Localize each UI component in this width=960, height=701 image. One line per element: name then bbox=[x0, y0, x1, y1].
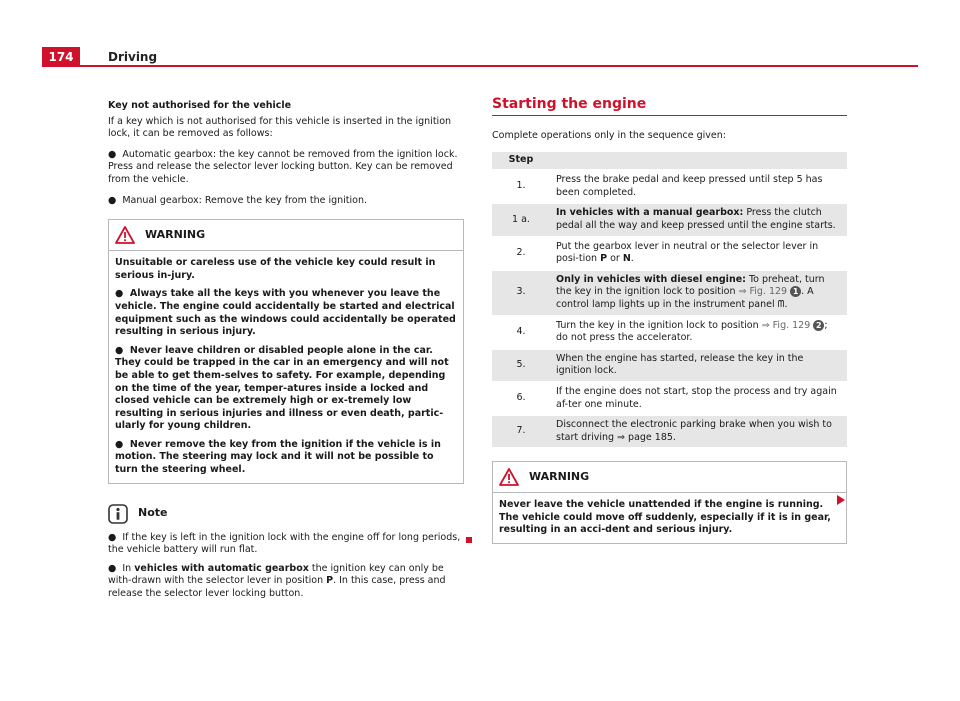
bullet-icon: ● bbox=[108, 562, 117, 574]
warning-triangle-icon bbox=[499, 468, 519, 486]
chapter-title: Driving bbox=[108, 50, 158, 64]
note-item bbox=[108, 532, 464, 557]
bullet-icon: ● bbox=[115, 438, 124, 450]
step-body: or bbox=[607, 253, 623, 265]
note-text: In bbox=[122, 562, 135, 574]
step-bold: P bbox=[600, 253, 608, 265]
intro-paragraph: If a key which is not authorised for this vehicle is inserted in the ignition lock, it can be removed as follows: bbox=[108, 115, 452, 140]
warning-text: Never leave the vehicle unattended if the engine is running. The vehicle could move off suddenly, especially if it is in gear, resulting in an acci-dent and serious injury. bbox=[499, 499, 831, 536]
bullet-icon: ● bbox=[108, 148, 117, 160]
warning-item bbox=[115, 288, 457, 338]
figure-link[interactable]: ⇒ Fig. 129 bbox=[761, 319, 811, 331]
warning-intro: Unsuitable or careless use of the vehicle key could result in serious in-jury. bbox=[115, 257, 436, 281]
table-row bbox=[492, 237, 847, 270]
step-text bbox=[550, 203, 847, 236]
bullet-icon: ● bbox=[108, 531, 117, 543]
step-bold: Only in vehicles with diesel engine: bbox=[556, 273, 746, 285]
note-item-text: If the key is left in the ignition lock with the engine off for long periods, the vehicle battery will run flat. bbox=[108, 531, 461, 556]
step-body: To preheat, turn the key in the ignition lock to position bbox=[556, 273, 825, 298]
note-text: the ignition key can only be with-drawn with the selector lever in position bbox=[108, 562, 444, 587]
bullet-icon: ● bbox=[115, 288, 124, 300]
step-body: . bbox=[630, 253, 634, 265]
step-body: Press the clutch pedal all the way and keep pressed until the engine starts. bbox=[556, 207, 836, 231]
warning-header bbox=[109, 220, 463, 251]
note-text: . In this case, press and release the selector lever locking button. bbox=[108, 575, 446, 600]
right-column bbox=[492, 98, 847, 544]
bullet-item bbox=[108, 195, 464, 208]
bullet-text: Manual gearbox: Remove the key from the ignition. bbox=[122, 194, 367, 206]
step-bold: N bbox=[622, 253, 631, 265]
warning-item-text: Never leave children or disabled people alone in the car. They could be trapped in the car in an emergency and will not be able to get them-selves to safety. For example, depending on the time of the year, temper-atures inside a locked and closed vehicle can be extremely high or ex-tremely low resulting in serious injuries and illness or even death, partic-ularly for young children. bbox=[115, 344, 449, 432]
left-column bbox=[108, 100, 464, 609]
bullet-icon: ● bbox=[108, 194, 117, 206]
table-row bbox=[492, 316, 847, 349]
step-number: 7. bbox=[492, 415, 550, 447]
table-row bbox=[492, 415, 847, 447]
glow-plug-icon: ᗰ bbox=[777, 298, 785, 310]
step-text: If the engine does not start, stop the process and try again af-ter one minute. bbox=[550, 382, 847, 415]
step-bold: In vehicles with a manual gearbox: bbox=[556, 207, 744, 219]
step-body: ; do not press the accelerator. bbox=[556, 319, 828, 344]
step-number: 6. bbox=[492, 382, 550, 415]
step-text bbox=[550, 316, 847, 349]
table-header-blank bbox=[550, 152, 847, 170]
table-row bbox=[492, 203, 847, 236]
note-title: Note bbox=[138, 506, 168, 520]
warning-header bbox=[493, 462, 846, 493]
step-body: . A control lamp lights up in the instrument panel bbox=[556, 286, 814, 310]
table-row bbox=[492, 349, 847, 382]
page-number: 174 bbox=[42, 47, 80, 67]
step-text bbox=[550, 237, 847, 270]
table-header-row bbox=[492, 152, 847, 170]
warning-body bbox=[493, 493, 846, 543]
end-marker-icon bbox=[466, 537, 472, 543]
note-bold: P bbox=[326, 575, 334, 587]
bullet-text: Automatic gearbox: the key cannot be removed from the ignition lock. Press and release the selector lever locking button. Key can be removed from the vehicle. bbox=[108, 148, 458, 185]
step-text: Press the brake pedal and keep pressed until step 5 has been completed. bbox=[550, 170, 847, 203]
steps-table bbox=[492, 152, 847, 447]
step-text bbox=[550, 270, 847, 316]
continue-arrow-icon bbox=[836, 494, 846, 506]
note-bold: vehicles with automatic gearbox bbox=[134, 562, 309, 574]
bullet-item bbox=[108, 149, 464, 187]
warning-body bbox=[109, 251, 463, 483]
step-text: Disconnect the electronic parking brake when you wish to start driving ⇒ page 185. bbox=[550, 415, 847, 447]
warning-item bbox=[115, 439, 457, 477]
note-item bbox=[108, 563, 464, 601]
callout-number: 2 bbox=[813, 320, 824, 331]
figure-link[interactable]: ⇒ Fig. 129 bbox=[738, 286, 788, 298]
step-number: 4. bbox=[492, 316, 550, 349]
section-title: Starting the engine bbox=[492, 96, 647, 112]
step-number: 3. bbox=[492, 270, 550, 316]
step-body: Turn the key in the ignition lock to position bbox=[556, 319, 762, 331]
step-text: When the engine has started, release the key in the ignition lock. bbox=[550, 349, 847, 382]
warning-item bbox=[115, 345, 457, 433]
warning-title: WARNING bbox=[145, 227, 206, 241]
step-number: 1 a. bbox=[492, 203, 550, 236]
step-number: 5. bbox=[492, 349, 550, 382]
section-rule bbox=[492, 115, 847, 116]
header-rule bbox=[80, 65, 918, 67]
step-number: 2. bbox=[492, 237, 550, 270]
table-header-step: Step bbox=[492, 152, 550, 170]
note-header bbox=[108, 504, 464, 524]
warning-triangle-icon bbox=[115, 226, 135, 244]
table-row bbox=[492, 270, 847, 316]
warning-item-text: Always take all the keys with you whenever you leave the vehicle. The engine could accidentally be started and electrical equipment such as the windows could accidentally be operated resulting in serious injury. bbox=[115, 288, 456, 338]
bullet-icon: ● bbox=[115, 344, 124, 356]
step-body: Put the gearbox lever in neutral or the selector lever in posi-tion bbox=[556, 240, 819, 265]
subheading: Key not authorised for the vehicle bbox=[108, 100, 292, 111]
table-row bbox=[492, 170, 847, 203]
step-body: . bbox=[784, 298, 788, 310]
section-intro: Complete operations only in the sequence given: bbox=[492, 129, 726, 141]
step-number: 1. bbox=[492, 170, 550, 203]
warning-box bbox=[492, 461, 847, 544]
info-icon bbox=[108, 504, 128, 524]
table-row bbox=[492, 382, 847, 415]
warning-title: WARNING bbox=[529, 469, 590, 483]
warning-item-text: Never remove the key from the ignition if the vehicle is in motion. The steering may lock and it will not be possible to turn the steering wheel. bbox=[115, 438, 441, 476]
warning-box bbox=[108, 219, 464, 484]
callout-number: 1 bbox=[790, 286, 801, 297]
